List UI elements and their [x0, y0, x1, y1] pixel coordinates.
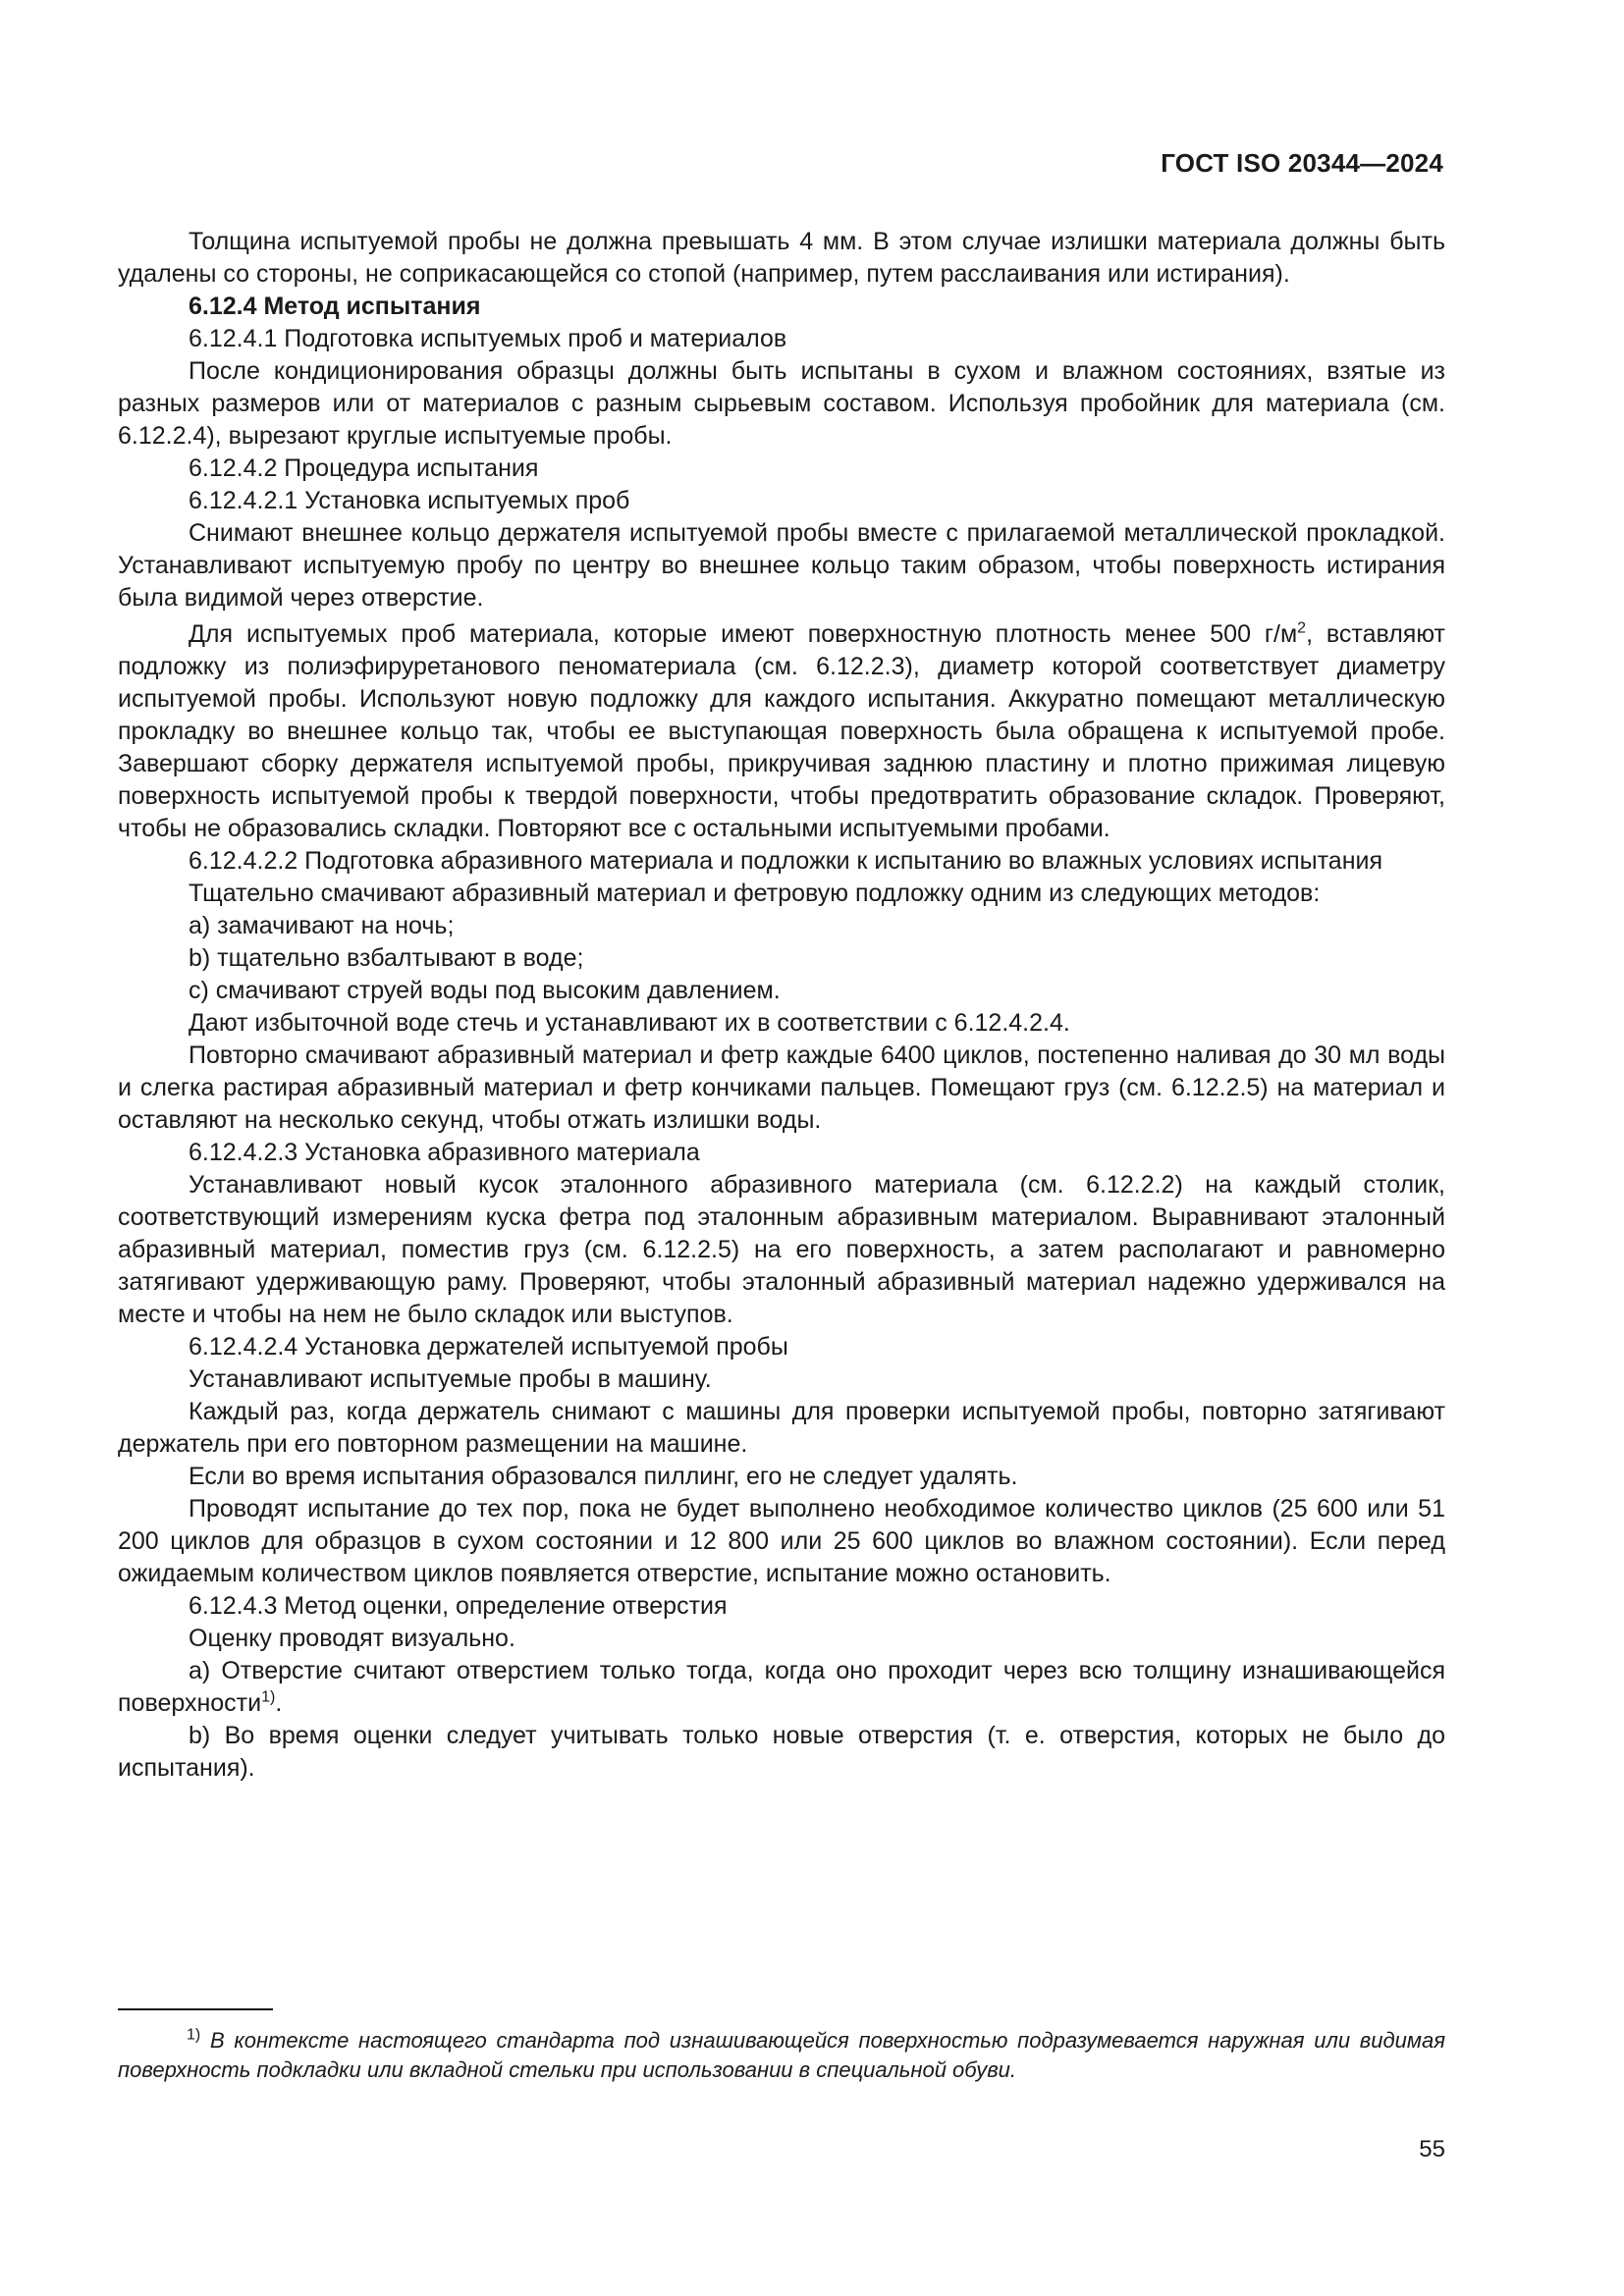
paragraph-conditioning: После кондиционирования образцы должны быть испытаны в сухом и влажном состояниях, взятые из разных размеров или от материалов с разным сырьевым составом. Используя пробойник для материала (см. 6.12.2.4), вырезают круглые испытуемые пробы. — [118, 357, 1445, 450]
paragraph-foam-substrate — [118, 618, 1445, 845]
footnote-divider — [118, 2008, 273, 2010]
paragraph-hole-definition-text: а) Отверстие считают отверстием только тогда, когда оно проходит через всю толщину изнашивающейся поверхности — [118, 1657, 1445, 1717]
subsection-heading-6-12-4-2: 6.12.4.2 Процедура испытания — [189, 454, 539, 482]
paragraph-retighten: Каждый раз, когда держатель снимают с машины для проверки испытуемой пробы, повторно затягивают держатель при его повторном размещении на машине. — [118, 1398, 1445, 1458]
subsection-heading-6-12-4-2-4: 6.12.4.2.4 Установка держателей испытуемой пробы — [189, 1333, 788, 1361]
paragraph-drain: Дают избыточной воде стечь и устанавливают их в соответствии с 6.12.4.2.4. — [189, 1009, 1070, 1037]
list-item-a: а) замачивают на ночь; — [189, 912, 455, 939]
paragraph-thickness: Толщина испытуемой пробы не должна превышать 4 мм. В этом случае излишки материала должны быть удалены со стороны, не соприкасающейся со стопой (например, путем расслаивания или истирания). — [118, 228, 1445, 288]
list-item-c: с) смачивают струей воды под высоким давлением. — [189, 977, 781, 1004]
list-item-b: b) тщательно взбалтывают в воде; — [189, 944, 584, 972]
subsection-heading-6-12-4-2-2: 6.12.4.2.2 Подготовка абразивного материала и подложки к испытанию во влажных условиях испытания — [189, 847, 1383, 875]
footnote-reference: 1) — [261, 1688, 276, 1706]
main-text — [118, 226, 1445, 1785]
paragraph-new-holes: b) Во время оценки следует учитывать только новые отверстия (т. е. отверстия, которых не было до испытания). — [118, 1722, 1445, 1782]
footnote-mark: 1) — [187, 2026, 201, 2044]
subsection-heading-6-12-4-1: 6.12.4.1 Подготовка испытуемых проб и материалов — [189, 325, 787, 352]
paragraph-wetting-methods: Тщательно смачивают абразивный материал и фетровую подложку одним из следующих методов: — [189, 880, 1321, 907]
paragraph-install-in-machine: Устанавливают испытуемые пробы в машину. — [189, 1365, 712, 1393]
section-heading-6-12-4: 6.12.4 Метод испытания — [189, 293, 481, 320]
page-number: 55 — [1419, 2136, 1445, 2163]
paragraph-remove-ring: Снимают внешнее кольцо держателя испытуемой пробы вместе с прилагаемой металлической прокладкой. Устанавливают испытуемую пробу по центру во внешнее кольцо таким образом, чтобы поверхность истирания была видимой через отверстие. — [118, 519, 1445, 612]
paragraph-hole-definition-end: . — [275, 1689, 283, 1717]
paragraph-cycles: Проводят испытание до тех пор, пока не будет выполнено необходимое количество циклов (25 600 или 51 200 циклов для образцов в сухом состоянии и 12 800 или 25 600 циклов во влажном состоянии). Если перед ожидаемым количеством циклов появляется отверстие, испытание можно остановить. — [118, 1495, 1445, 1587]
subsection-heading-6-12-4-2-1: 6.12.4.2.1 Установка испытуемых проб — [189, 487, 630, 514]
paragraph-pilling: Если во время испытания образовался пиллинг, его не следует удалять. — [189, 1463, 1018, 1490]
paragraph-visual-assessment: Оценку проводят визуально. — [189, 1625, 515, 1652]
subsection-heading-6-12-4-2-3: 6.12.4.2.3 Установка абразивного материала — [189, 1139, 700, 1166]
paragraph-foam-substrate-part2: , вставляют подложку из полиэфируретанового пеноматериала (см. 6.12.2.3), диаметр которой соответствует диаметру испытуемой пробы. Используют новую подложку для каждого испытания. Аккуратно помещают металлическую прокладку во внешнее кольцо так, чтобы ее выступающая поверхность была обращена к испытуемой пробе. Завершают сборку держателя испытуемой пробы, прикручивая заднюю пластину и плотно прижимая лицевую поверхность испытуемой пробы к твердой поверхности, чтобы предотвратить образование складок. Проверяют, чтобы не образовались складки. Повторяют все с остальными испытуемыми пробами. — [118, 620, 1445, 842]
paragraph-hole-definition — [118, 1655, 1445, 1720]
paragraph-abrasive-install: Устанавливают новый кусок эталонного абразивного материала (см. 6.12.2.2) на каждый столик, соответствующий измерениям куска фетра под эталонным абразивным материалом. Выравнивают эталонный абразивный материал, поместив груз (см. 6.12.2.5) на его поверхность, а затем располагают и равномерно затягивают удерживающую раму. Проверяют, чтобы эталонный абразивный материал надежно удерживался на месте и чтобы на нем не было складок или выступов. — [118, 1171, 1445, 1328]
subsection-heading-6-12-4-3: 6.12.4.3 Метод оценки, определение отверстия — [189, 1592, 728, 1620]
paragraph-foam-substrate-part1: Для испытуемых проб материала, которые имеют поверхностную плотность менее 500 г/м — [189, 620, 1298, 648]
document-code: ГОСТ ISO 20344—2024 — [1161, 148, 1443, 178]
footnote-text: В контексте настоящего стандарта под изнашивающейся поверхностью подразумевается наружная или видимая поверхность подкладки или вкладной стельки при использовании в специальной обуви. — [118, 2028, 1445, 2082]
superscript-square: 2 — [1297, 619, 1307, 637]
paragraph-rewet: Повторно смачивают абразивный материал и фетр каждые 6400 циклов, постепенно наливая до 30 мл воды и слегка растирая абразивный материал и фетр кончиками пальцев. Помещают груз (см. 6.12.2.5) на материал и оставляют на несколько секунд, чтобы отжать излишки воды. — [118, 1041, 1445, 1134]
footnote — [118, 2026, 1445, 2085]
